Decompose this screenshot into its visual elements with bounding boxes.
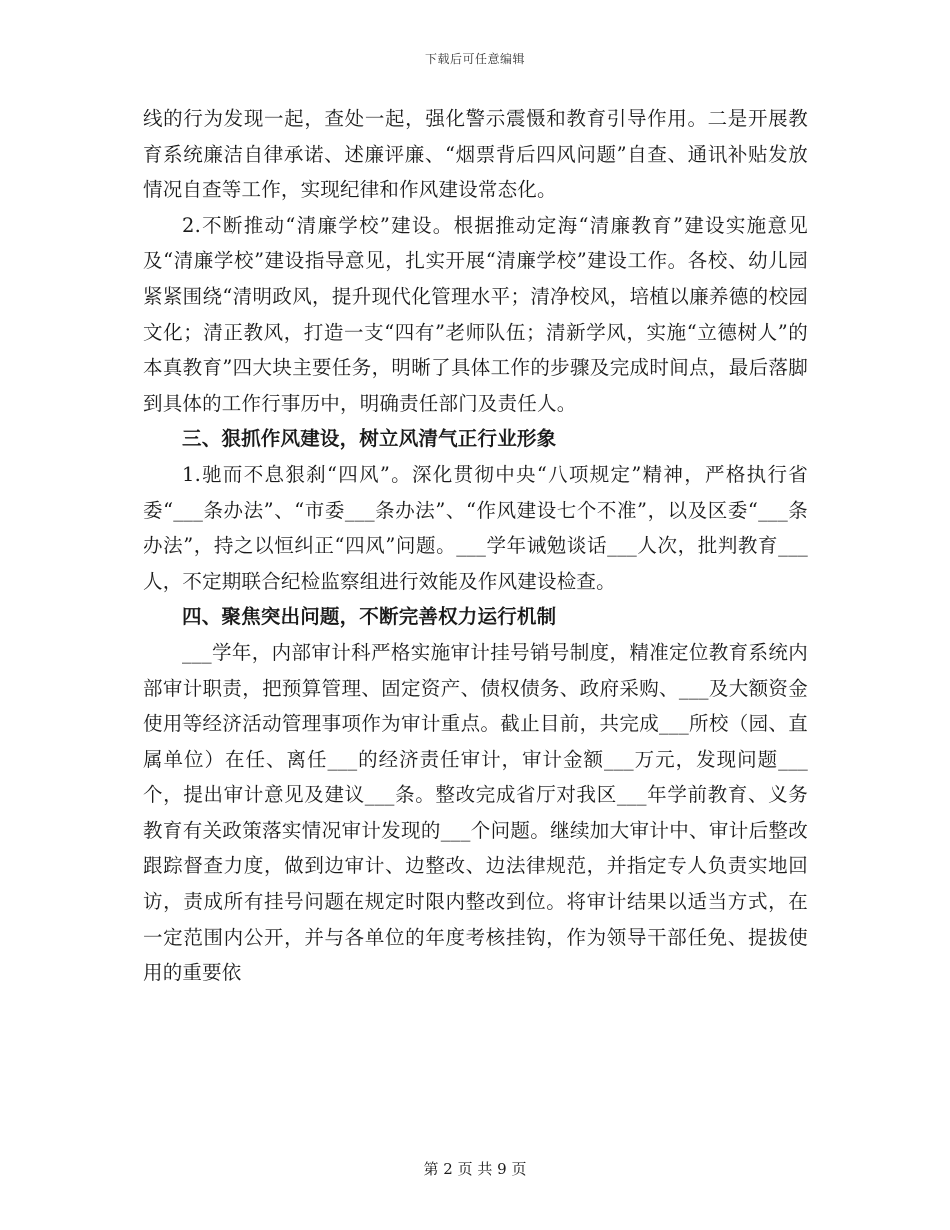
paragraph-audit: ___学年，内部审计科严格实施审计挂号销号制度，精准定位教育系统内部审计职责，把预算管理、固定资产、债权债务、政府采购、___及大额资金使用等经济活动管理事项作为审计重点。截止目前，共完成___所校（园、直属单位）在任、离任___的经济责任审计，审计金额___万元，发现问题___个，提出审计意见及建议___条。整改完成省厅对我区___年学前教育、义务教育有关政策落实情况审计发现的___个问题。继续加大审计中、审计后整改跟踪督查力度，做到边审计、边整改、边法律规范，并指定专人负责实地回访，责成所有挂号问题在规定时限内整改到位。将审计结果以适当方式，在一定范围内公开，并与各单位的年度考核挂钩，作为领导干部任免、提拔使用的重要依 xyxy=(143,640,808,985)
section-heading-3: 三、狠抓作风建设，树立风清气正行业形象 xyxy=(182,427,557,451)
page-header: 下载后可任意编辑 xyxy=(424,52,525,66)
page-footer: 第 2 页 共 9 页 xyxy=(423,1160,527,1178)
paragraph-clean-school: 2.不断推动“清廉学校”建设。根据推动定海“清廉教育”建设实施意见及“清廉学校”建设指导意见，扎实开展“清廉学校”建设工作。各校、幼儿园紧紧围绕“清明政风，提升现代化管理水平；清净校风，培植以廉养德的校园文化；清正教风，打造一支“四有”老师队伍；清新学风，实施“立德树人”的本真教育”四大块主要任务，明晰了具体工作的步骤及完成时间点，最后落脚到具体的工作行事历中，明确责任部门及责任人。 xyxy=(143,213,808,415)
paragraph-four-winds: 1.驰而不息狠刹“四风”。深化贯彻中央“八项规定”精神，严格执行省委“___条办法”、“市委___条办法”、“作风建设七个不准”，以及区委“___条办法”，持之以恒纠正“四风”问题。___学年诫勉谈话___人次，批判教育___人，不定期联合纪检监察组进行效能及作风建设检查。 xyxy=(143,462,808,593)
section-heading-4: 四、聚焦突出问题，不断完善权力运行机制 xyxy=(182,605,557,629)
paragraph-continuation: 线的行为发现一起，查处一起，强化警示震慑和教育引导作用。二是开展教育系统廉洁自律承诺、述廉评廉、“烟票背后四风问题”自查、通讯补贴发放情况自查等工作，实现纪律和作风建设常态化。 xyxy=(143,107,808,202)
document-body xyxy=(143,101,808,991)
